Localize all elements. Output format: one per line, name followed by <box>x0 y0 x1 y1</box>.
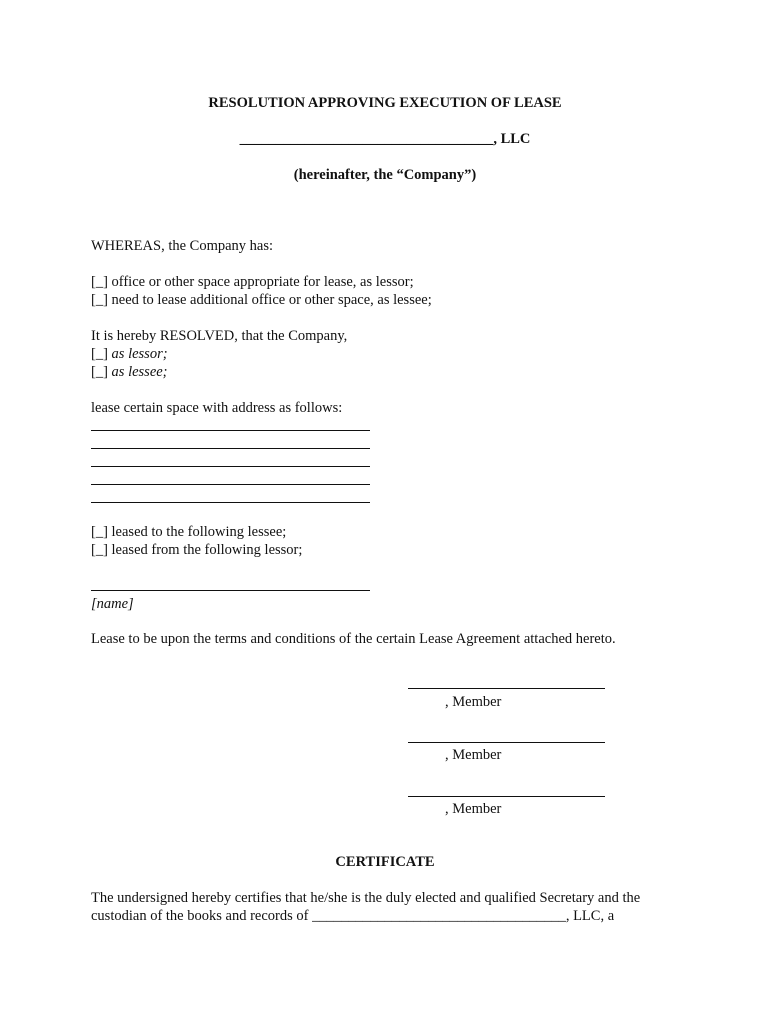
role-label: as lessor; <box>111 346 168 362</box>
member-label-2: , Member <box>445 747 502 763</box>
name-label: [name] <box>91 596 134 612</box>
terms-clause: Lease to be upon the terms and conditions of the certain Lease Agreement attached hereto. <box>91 631 616 647</box>
role-checkbox: [_] <box>91 346 112 362</box>
address-line-3 <box>91 466 370 467</box>
role-checkbox: [_] <box>91 364 112 380</box>
address-line-5 <box>91 502 370 503</box>
member-signature-line-1 <box>408 688 605 689</box>
role-label: as lessee; <box>111 364 168 380</box>
whereas-clause: WHEREAS, the Company has: <box>91 238 274 254</box>
member-signature-line-2 <box>408 742 605 743</box>
whereas-option-lessee: [_] need to lease additional office or other space, as lessee; <box>91 292 432 308</box>
name-signature-line <box>91 590 370 591</box>
member-signature-line-3 <box>408 796 605 797</box>
company-definition: (hereinafter, the “Company”) <box>293 167 477 183</box>
certificate-line-2: custodian of the books and records of ___________________________________, LLC, a <box>91 908 615 924</box>
resolved-clause: It is hereby RESOLVED, that the Company, <box>91 328 348 344</box>
address-line-1 <box>91 430 370 431</box>
address-intro: lease certain space with address as follows: <box>91 400 343 416</box>
address-line-4 <box>91 484 370 485</box>
certificate-line-1: The undersigned hereby certifies that he/she is the duly elected and qualified Secretary and the <box>91 890 641 906</box>
certificate-heading: CERTIFICATE <box>335 854 435 870</box>
company-name-line: ___________________________________, LLC <box>239 131 531 147</box>
address-line-2 <box>91 448 370 449</box>
role-option-lessor <box>91 346 168 363</box>
party-option-lessee: [_] leased to the following lessee; <box>91 524 287 540</box>
member-label-1: , Member <box>445 694 502 710</box>
role-option-lessee <box>91 364 168 381</box>
party-option-lessor: [_] leased from the following lessor; <box>91 542 303 558</box>
document-title: RESOLUTION APPROVING EXECUTION OF LEASE <box>208 95 562 111</box>
whereas-option-lessor: [_] office or other space appropriate for lease, as lessor; <box>91 274 414 290</box>
member-label-3: , Member <box>445 801 502 817</box>
